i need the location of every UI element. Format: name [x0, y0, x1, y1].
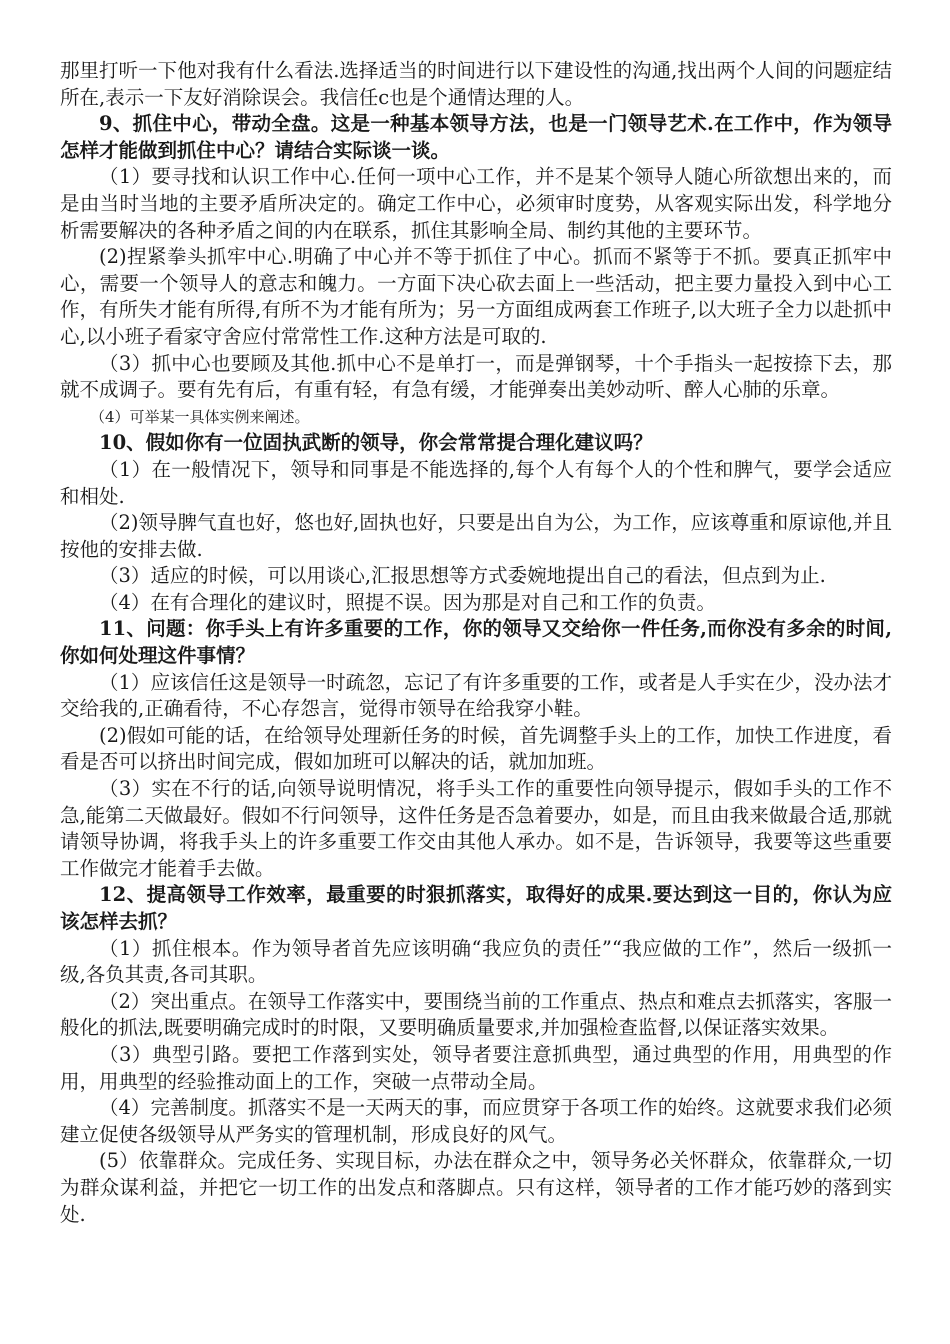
answer-10-2: （2)领导脾气直也好，悠也好,固执也好，只要是出自为公，为工作，应该尊重和原谅他,并且按他的安排去做. — [60, 511, 892, 561]
document-page — [60, 58, 892, 1228]
answer-12-5: (5）依靠群众。完成任务、实现目标，办法在群众之中，领导务必关怀群众，依靠群众,一切为群众谋利益，并把它一切工作的出发点和落脚点。只有这样，领导者的工作才能巧妙的落到实处. — [60, 1149, 892, 1226]
answer-11-1: （1）应该信任这是领导一时疏忽，忘记了有许多重要的工作，或者是人手实在少，没办法才交给我的,正确看待，不心存怨言，觉得市领导在给我穿小鞋。 — [60, 670, 892, 721]
answer-10-3: （3）适应的时候，可以用谈心,汇报思想等方式委婉地提出自己的看法，但点到为止. — [99, 564, 826, 588]
answer-9-4: （4）可举某一具体实例来阐述。 — [90, 407, 310, 426]
answer-11-3: （3）实在不行的话,向领导说明情况，将手头工作的重要性向领导提示，假如手头的工作不急,能第二天做最好。假如不行问领导，这件任务是否急着要办，如是，而且由我来做最合适,那就请领导协调，将我手头上的许多重要工作交由其他人承办。如不是，告诉领导，我要等这些重要工作做完才能着手去做。 — [60, 777, 892, 880]
answer-12-2: （2）突出重点。在领导工作落实中，要围绕当前的工作重点、热点和难点去抓落实，客服一般化的抓法,既要明确完成时的时限，又要明确质量要求,并加强检查监督,以保证落实效果。 — [60, 989, 892, 1040]
answer-9-1: （1）要寻找和认识工作中心.任何一项中心工作，并不是某个领导人随心所欲想出来的，而是由当时当地的主要矛盾所决定的。确定工作中心，必须审时度势，从客观实际出发，科学地分析需要解决的各种矛盾之间的内在联系，抓住其影响全局、制约其他的主要环节。 — [60, 165, 892, 242]
answer-9-3: （3）抓中心也要顾及其他.抓中心不是单打一，而是弹钢琴，十个手指头一起按捺下去，那就不成调子。要有先有后，有重有轻，有急有缓，才能弹奏出美妙动听、醉人心肺的乐章。 — [60, 351, 892, 402]
answer-10-1: （1）在一般情况下，领导和同事是不能选择的,每个人有每个人的个性和脾气，要学会适应和相处. — [60, 457, 892, 508]
answer-10-4: （4）在有合理化的建议时，照提不误。因为那是对自己和工作的负责。 — [99, 590, 716, 614]
question-9: 9、抓住中心，带动全盘。这是一种基本领导方法，也是一门领导艺术.在工作中，作为领导怎样才能做到抓住中心？请结合实际谈一谈。 — [60, 112, 892, 162]
question-12: 12、提高领导工作效率，最重要的时狠抓落实，取得好的成果.要达到这一目的，你认为应该怎样去抓？ — [60, 883, 892, 933]
question-11: 11、问题：你手头上有许多重要的工作，你的领导又交给你一件任务,而你没有多余的时间,你如何处理这件事情？ — [60, 617, 892, 668]
answer-12-4: （4）完善制度。抓落实不是一天两天的事，而应贯穿于各项工作的始终。这就要求我们必须建立促使各级领导从严务实的管理机制，形成良好的风气。 — [60, 1096, 892, 1146]
answer-12-1: （1）抓住根本。作为领导者首先应该明确“我应负的责任”“我应做的工作”，然后一级抓一级,各负其责,各司其职。 — [60, 936, 892, 987]
paragraph-continuation: 那里打听一下他对我有什么看法.选择适当的时间进行以下建设性的沟通,找出两个人间的问题症结所在,表示一下友好消除误会。我信任c也是个通情达理的人。 — [60, 59, 892, 109]
answer-11-2: (2)假如可能的话，在给领导处理新任务的时候，首先调整手头上的工作，加快工作进度，看看是否可以挤出时间完成，假如加班可以解决的话，就加加班。 — [60, 723, 892, 774]
answer-9-2: (2)捏紧拳头抓牢中心.明确了中心并不等于抓住了中心。抓而不紧等于不抓。要真正抓牢中心，需要一个领导人的意志和魄力。一方面下决心砍去面上一些活动，把主要力量投入到中心工作，有所失才能有所得,有所不为才能有所为；另一方面组成两套工作班子,以大班子全力以赴抓中心,以小班子看家守舍应付常常性工作.这种方法是可取的. — [60, 245, 892, 348]
question-10: 10、假如你有一位固执武断的领导，你会常常提合理化建议吗？ — [99, 431, 653, 455]
answer-12-3: （3）典型引路。要把工作落到实处，领导者要注意抓典型，通过典型的作用，用典型的作用，用典型的经验推动面上的工作，突破一点带动全局。 — [60, 1042, 892, 1093]
